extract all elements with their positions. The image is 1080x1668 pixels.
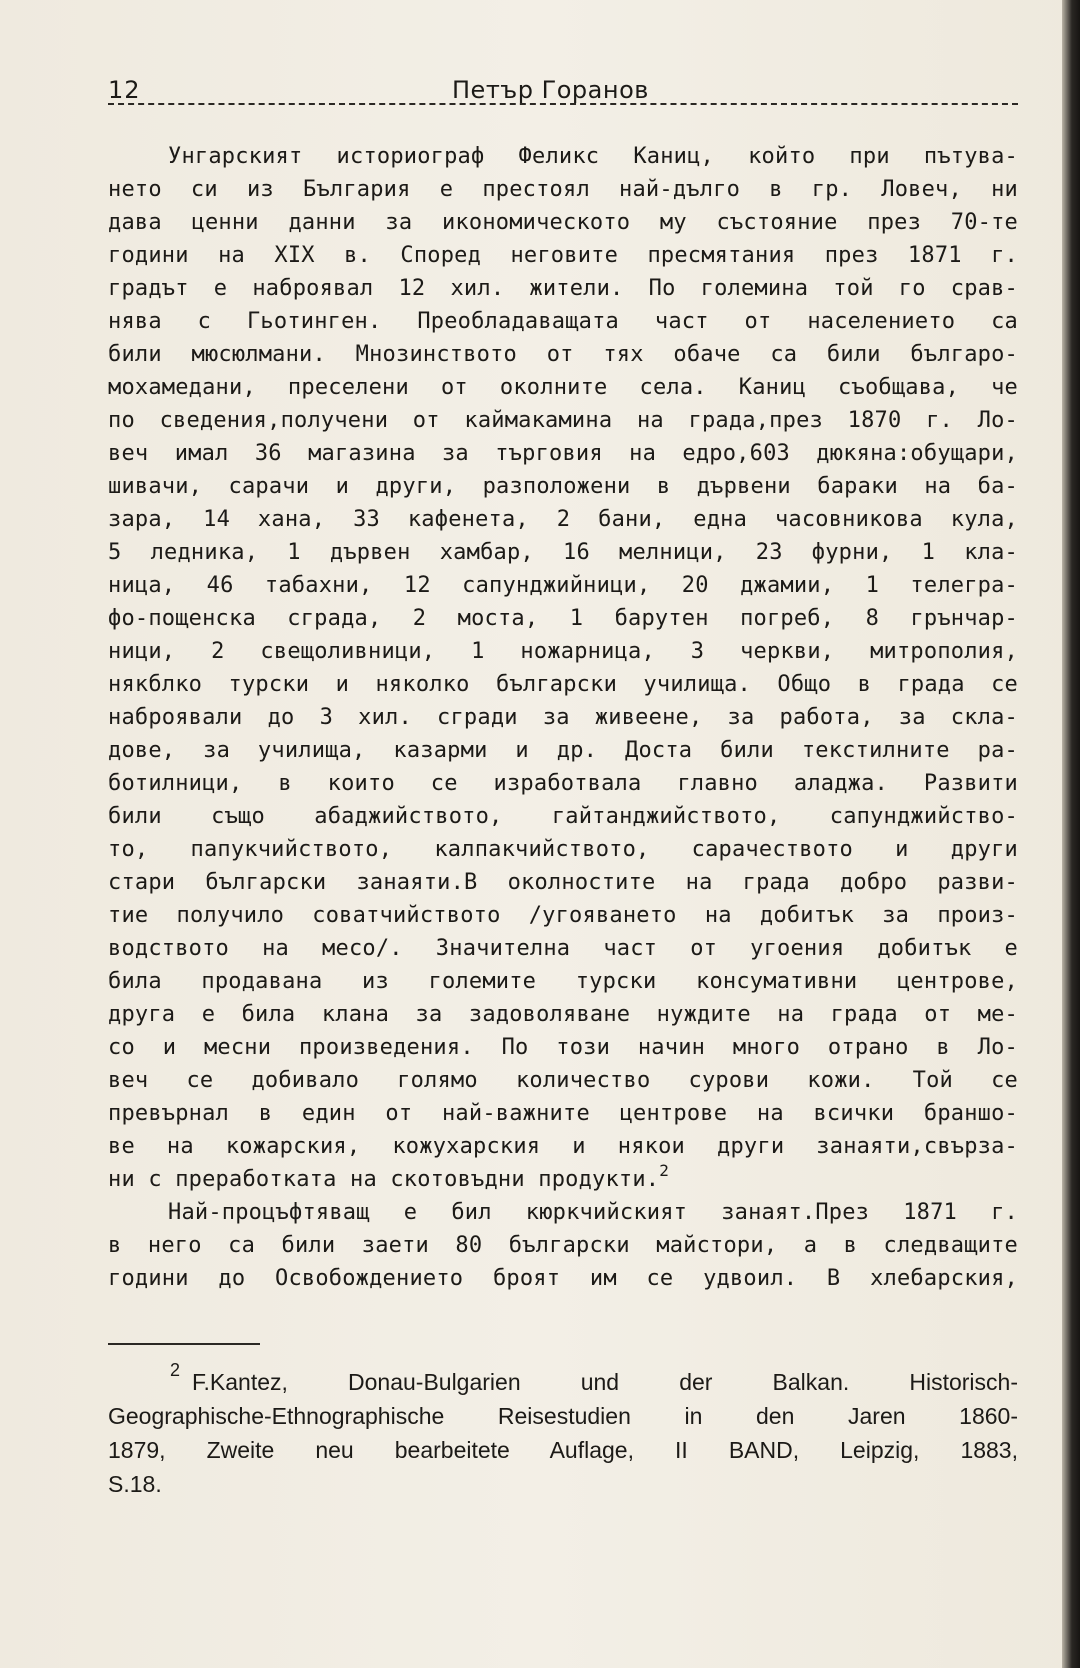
header-rule [108,103,1018,105]
text-line: превърнал в един от най-важните центрове на всички браншо- [108,1101,1018,1126]
text-line: дава ценни данни за икономическото му състояние през 70-те [108,210,1018,235]
text-line: со и месни произведения. По този начин много отрано в Ло- [108,1035,1018,1060]
footnote-rule [108,1343,260,1345]
footnote-text: F.Kantez, Donau-Bulgarien und der Balkan. Historisch- [192,1369,1018,1395]
text-line: ботилници, в които се изработвала главно аладжа. Развити [108,771,1018,796]
text-line: наброявали до 3 хил. сгради за живеене, за работа, за скла- [108,705,1018,730]
text-line: по сведения,получени от каймакамина на града,през 1870 г. Ло- [108,408,1018,433]
footnote-line: S.18. [108,1471,162,1497]
text-line: фо-пощенска сграда, 2 моста, 1 барутен погреб, 8 грънчар- [108,606,1018,631]
text-line: били мюсюлмани. Мнозинството от тях обаче са били българо- [108,342,1018,367]
text-line: нява с Гьотинген. Преобладаващата част от населението са [108,309,1018,334]
text-line: Най-процъфтяващ е бил кюркчийският занаят.През 1871 г. [168,1200,1018,1225]
text-line: години на XIX в. Според неговите пресмятания през 1871 г. [108,243,1018,268]
text-line [108,1163,1018,1196]
footnote [108,1360,1018,1501]
footnote-mark: 2 [170,1360,181,1380]
text-line: някблко турски и няколко български училища. Общо в града се [108,672,1018,697]
text-line: дове, за училища, казарми и др. Доста били текстилните ра- [108,738,1018,763]
text-line: градът е наброявал 12 хил. жители. По големина той го срав- [108,276,1018,301]
text-line: тие получило соватчийството /угояването на добитък за произ- [108,903,1018,928]
text-line: веч се добивало голямо количество сурови кожи. Той се [108,1068,1018,1093]
footnote-line: Geographische-Ethnographische Reisestudien in den Jaren 1860- [108,1403,1018,1429]
text-line: шивачи, сарачи и други, разположени в дървени бараки на ба- [108,474,1018,499]
page-header [108,72,1018,106]
running-title: Петър Горанов [452,76,649,104]
text-line: ница, 46 табахни, 12 сапунджийници, 20 джамии, 1 телегра- [108,573,1018,598]
body-text [108,140,1018,1295]
text-line: ве на кожарския, кожухарския и някои други занаяти,свърза- [108,1134,1018,1159]
text-line: мохамедани, преселени от околните села. Каниц съобщава, че [108,375,1018,400]
text-line: зара, 14 хана, 33 кафенета, 2 бани, една часовникова кула, [108,507,1018,532]
text-line: в него са били заети 80 български майстори, а в следващите [108,1233,1018,1258]
text-line: то, папукчийството, калпакчийството, сарачеството и други [108,837,1018,862]
footnote-line [108,1360,1018,1399]
text-line: друга е била клана за задоволяване нуждите на града от ме- [108,1002,1018,1027]
text-line: ници, 2 свещоливници, 1 ножарница, 3 черкви, митрополия, [108,639,1018,664]
text-line: Унгарският историограф Феликс Каниц, който при пътува- [168,144,1018,169]
footnote-line: 1879, Zweite neu bearbeitete Auflage, II BAND, Leipzig, 1883, [108,1437,1018,1463]
text-line: веч имал 36 магазина за търговия на едро,603 дюкяна:обущари, [108,441,1018,466]
page-binding-edge [1062,0,1080,1668]
page-number: 12 [108,76,141,104]
text-line: била продавана из големите турски консумативни центрове, [108,969,1018,994]
text-line: стари български занаяти.В околностите на града добро разви- [108,870,1018,895]
text-line: водството на месо/. Значителна част от угоения добитък е [108,936,1018,961]
text-line: години до Освобождението броят им се удвоил. В хлебарския, [108,1266,1018,1291]
text-line: нето си из България е престоял най-дълго в гр. Ловеч, ни [108,177,1018,202]
footnote-reference: 2 [659,1161,670,1180]
text-line-content: ни с преработката на скотовъдни продукти. [108,1167,660,1192]
text-line: 5 ледника, 1 дървен хамбар, 16 мелници, 23 фурни, 1 кла- [108,540,1018,565]
text-line: били също абаджийството, гайтанджийството, сапунджийство- [108,804,1018,829]
